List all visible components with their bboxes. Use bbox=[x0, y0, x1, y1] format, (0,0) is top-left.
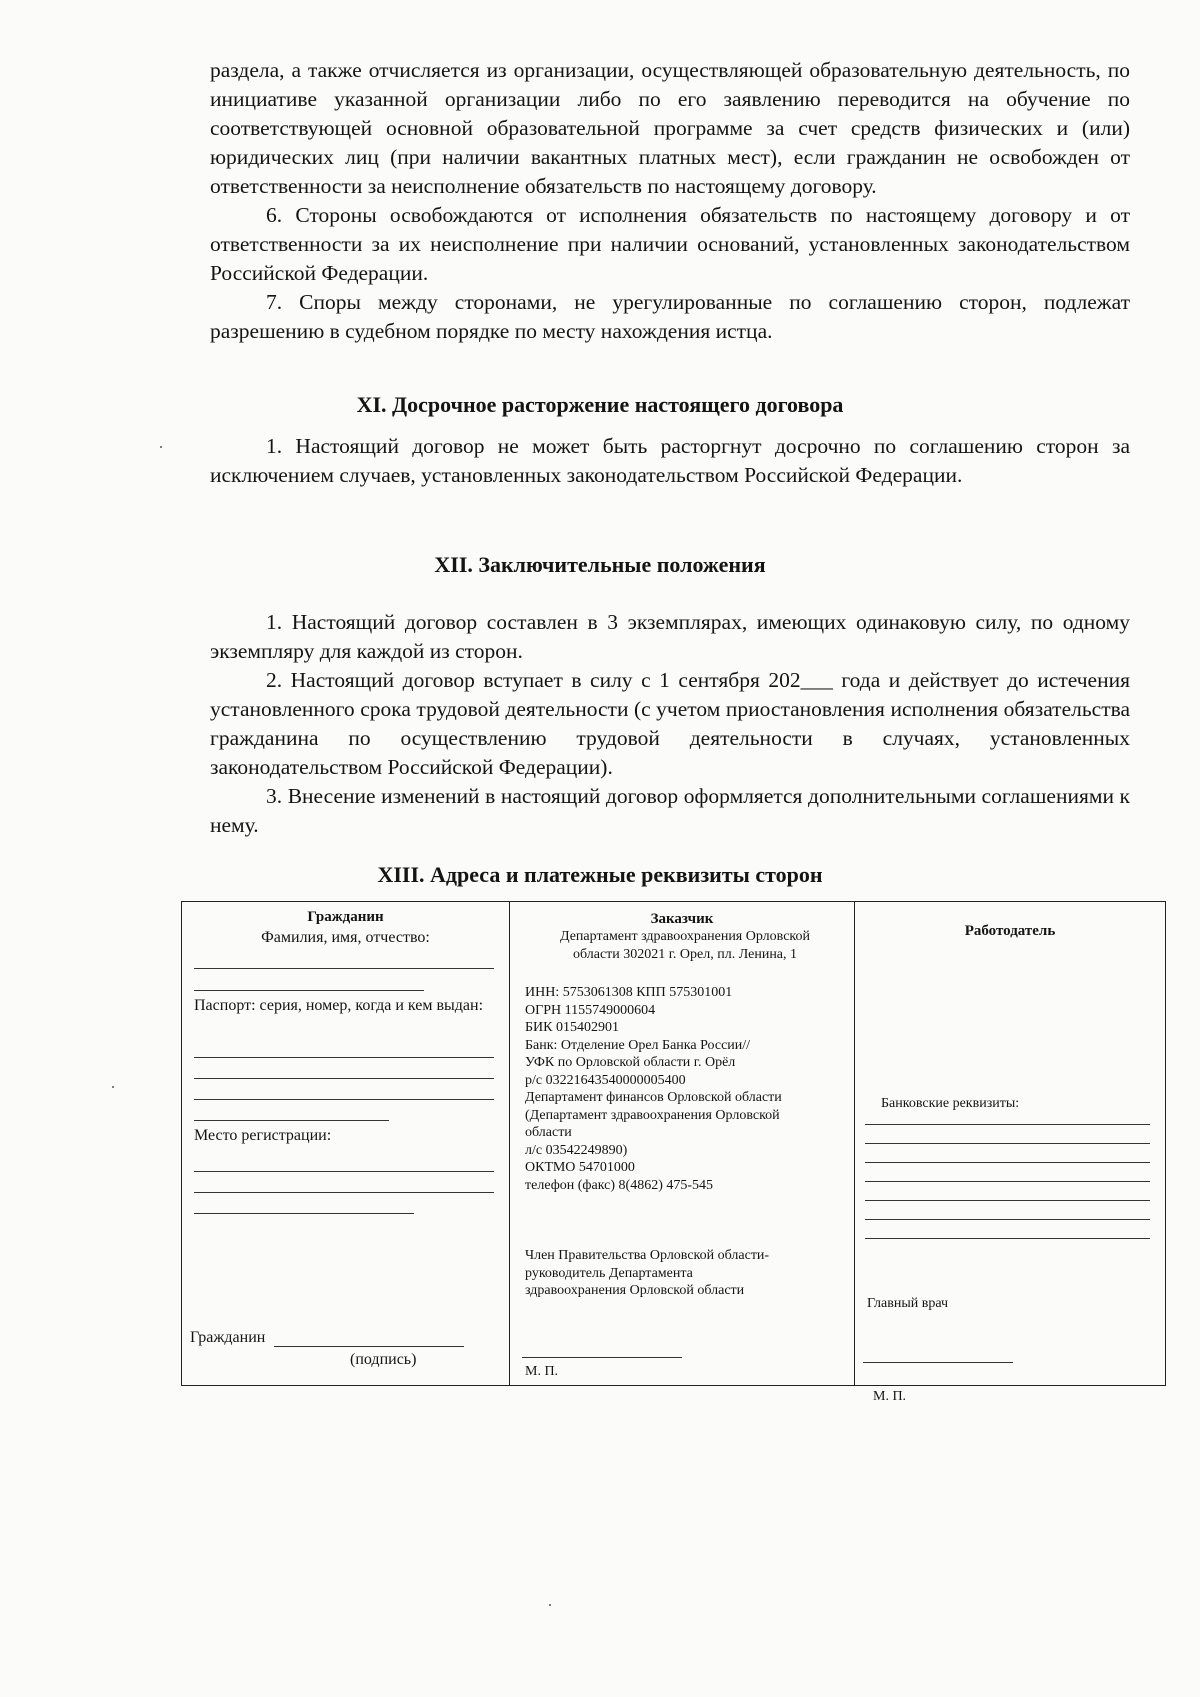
citizen-header: Гражданин bbox=[307, 909, 384, 925]
fio-label: Фамилия, имя, отчество: bbox=[261, 929, 430, 946]
detail-line: телефон (факс) 8(4862) 475-545 bbox=[525, 1177, 714, 1193]
requisites-table bbox=[181, 901, 1166, 1404]
paragraph: 1. Настоящий договор не может быть расторгнут досрочно по соглашению сторон за исключением случаев, установленных законодательством Российской Федерации. bbox=[210, 434, 1130, 487]
bank-details-line[interactable] bbox=[865, 1143, 1150, 1144]
passport-line[interactable] bbox=[194, 1078, 494, 1079]
detail-line: (Департамент здравоохранения Орловской bbox=[525, 1107, 780, 1123]
bank-details-line[interactable] bbox=[865, 1219, 1150, 1220]
fio-line[interactable] bbox=[194, 968, 494, 969]
detail-line: БИК 015402901 bbox=[525, 1020, 619, 1035]
bank-details-label: Банковские реквизиты: bbox=[881, 1096, 1020, 1111]
employer-signature-line[interactable] bbox=[863, 1362, 1013, 1363]
section-11-text bbox=[210, 432, 1130, 490]
section-12-title: XII. Заключительные положения bbox=[434, 552, 766, 577]
passport-label: Паспорт: серия, номер, когда и кем выдан: bbox=[194, 997, 484, 1014]
employer-position: Главный врач bbox=[867, 1296, 949, 1311]
customer-column bbox=[510, 902, 855, 1385]
paragraph: 7. Споры между сторонами, не урегулированные по соглашению сторон, подлежат разрешению в судебном порядке по месту нахождения истца. bbox=[210, 290, 1130, 343]
employer-column bbox=[855, 902, 1165, 1404]
bank-details-line[interactable] bbox=[865, 1124, 1150, 1125]
customer-header: Заказчик bbox=[650, 911, 714, 927]
detail-line: УФК по Орловской области г. Орёл bbox=[525, 1055, 736, 1070]
passport-line[interactable] bbox=[194, 1057, 494, 1058]
customer-official bbox=[525, 1247, 850, 1300]
bank-details-line[interactable] bbox=[865, 1181, 1150, 1182]
bank-details-line[interactable] bbox=[865, 1162, 1150, 1163]
registration-label: Место регистрации: bbox=[194, 1127, 332, 1144]
detail-line: Департамент финансов Орловской области bbox=[525, 1090, 782, 1105]
customer-details bbox=[525, 984, 850, 1194]
signature-hint: (подпись) bbox=[350, 1351, 417, 1368]
customer-stamp: М. П. bbox=[525, 1364, 559, 1379]
passport-line[interactable] bbox=[194, 1120, 389, 1121]
detail-line: р/с 03221643540000005400 bbox=[525, 1072, 686, 1088]
citizen-column bbox=[182, 902, 510, 1385]
scan-speck bbox=[112, 1086, 114, 1088]
customer-name-address: Департамент здравоохранения Орловской области 302021 г. Орел, пл. Ленина, 1 bbox=[559, 929, 810, 962]
detail-line: ОКТМО 54701000 bbox=[525, 1160, 635, 1175]
citizen-signature-label: Гражданин bbox=[190, 1329, 266, 1346]
detail-line: л/с 03542249890) bbox=[525, 1142, 628, 1158]
detail-line: ИНН: 5753061308 КПП 575301001 bbox=[525, 985, 733, 1000]
registration-line[interactable] bbox=[194, 1171, 494, 1172]
scan-speck bbox=[549, 1604, 551, 1606]
employer-stamp: М. П. bbox=[873, 1389, 907, 1404]
paragraph: 3. Внесение изменений в настоящий договор оформляется дополнительными соглашениями к нему. bbox=[210, 784, 1130, 837]
scan-speck bbox=[160, 446, 162, 448]
official-line: руководитель Департамента bbox=[525, 1265, 693, 1281]
paragraph: раздела, а также отчисляется из организации, осуществляющей образовательную деятельность, по инициативе указанной организации либо по его заявлению переводится на обучение по соответствующей основной образовательной программе за счет средств физических и (или) юридических лиц (при наличии вакантных платных мест), если гражданин не освобожден от ответственности за неисполнение обязательств по настоящему договору. bbox=[210, 58, 1130, 198]
bank-details-line[interactable] bbox=[865, 1200, 1150, 1201]
section-13-title: XIII. Адреса и платежные реквизиты сторон bbox=[377, 862, 823, 887]
section-11-title: XI. Досрочное расторжение настоящего договора bbox=[356, 392, 844, 417]
bank-details-line[interactable] bbox=[865, 1238, 1150, 1239]
paragraph: 1. Настоящий договор составлен в 3 экземплярах, имеющих одинаковую силу, по одному экземпляру для каждой из сторон. bbox=[210, 610, 1130, 663]
detail-line: Банк: Отделение Орел Банка России// bbox=[525, 1037, 751, 1053]
detail-line: области bbox=[525, 1125, 572, 1140]
registration-line[interactable] bbox=[194, 1192, 494, 1193]
paragraph: 2. Настоящий договор вступает в силу с 1 сентября 202___ года и действует до истечения установленного срока трудовой деятельности (с учетом приостановления исполнения обязательства гражданина по осуществлению трудовой деятельности в случаях, установленных законодательством Российской Федерации). bbox=[210, 668, 1130, 779]
detail-line: ОГРН 1155749000604 bbox=[525, 1002, 656, 1018]
employer-header: Работодатель bbox=[964, 923, 1056, 939]
official-line: Член Правительства Орловской области- bbox=[525, 1248, 770, 1263]
top-paragraphs bbox=[210, 56, 1130, 346]
passport-line[interactable] bbox=[194, 1099, 494, 1100]
official-line: здравоохранения Орловской области bbox=[525, 1283, 745, 1298]
registration-line[interactable] bbox=[194, 1213, 414, 1214]
customer-signature-line[interactable] bbox=[522, 1357, 682, 1358]
paragraph: 6. Стороны освобождаются от исполнения обязательств по настоящему договору и от ответственности за их неисполнение при наличии оснований, установленных законодательством Российской Федерации. bbox=[210, 203, 1130, 285]
fio-line[interactable] bbox=[194, 990, 424, 991]
section-12-text bbox=[210, 608, 1130, 840]
citizen-signature-line[interactable] bbox=[274, 1346, 464, 1347]
